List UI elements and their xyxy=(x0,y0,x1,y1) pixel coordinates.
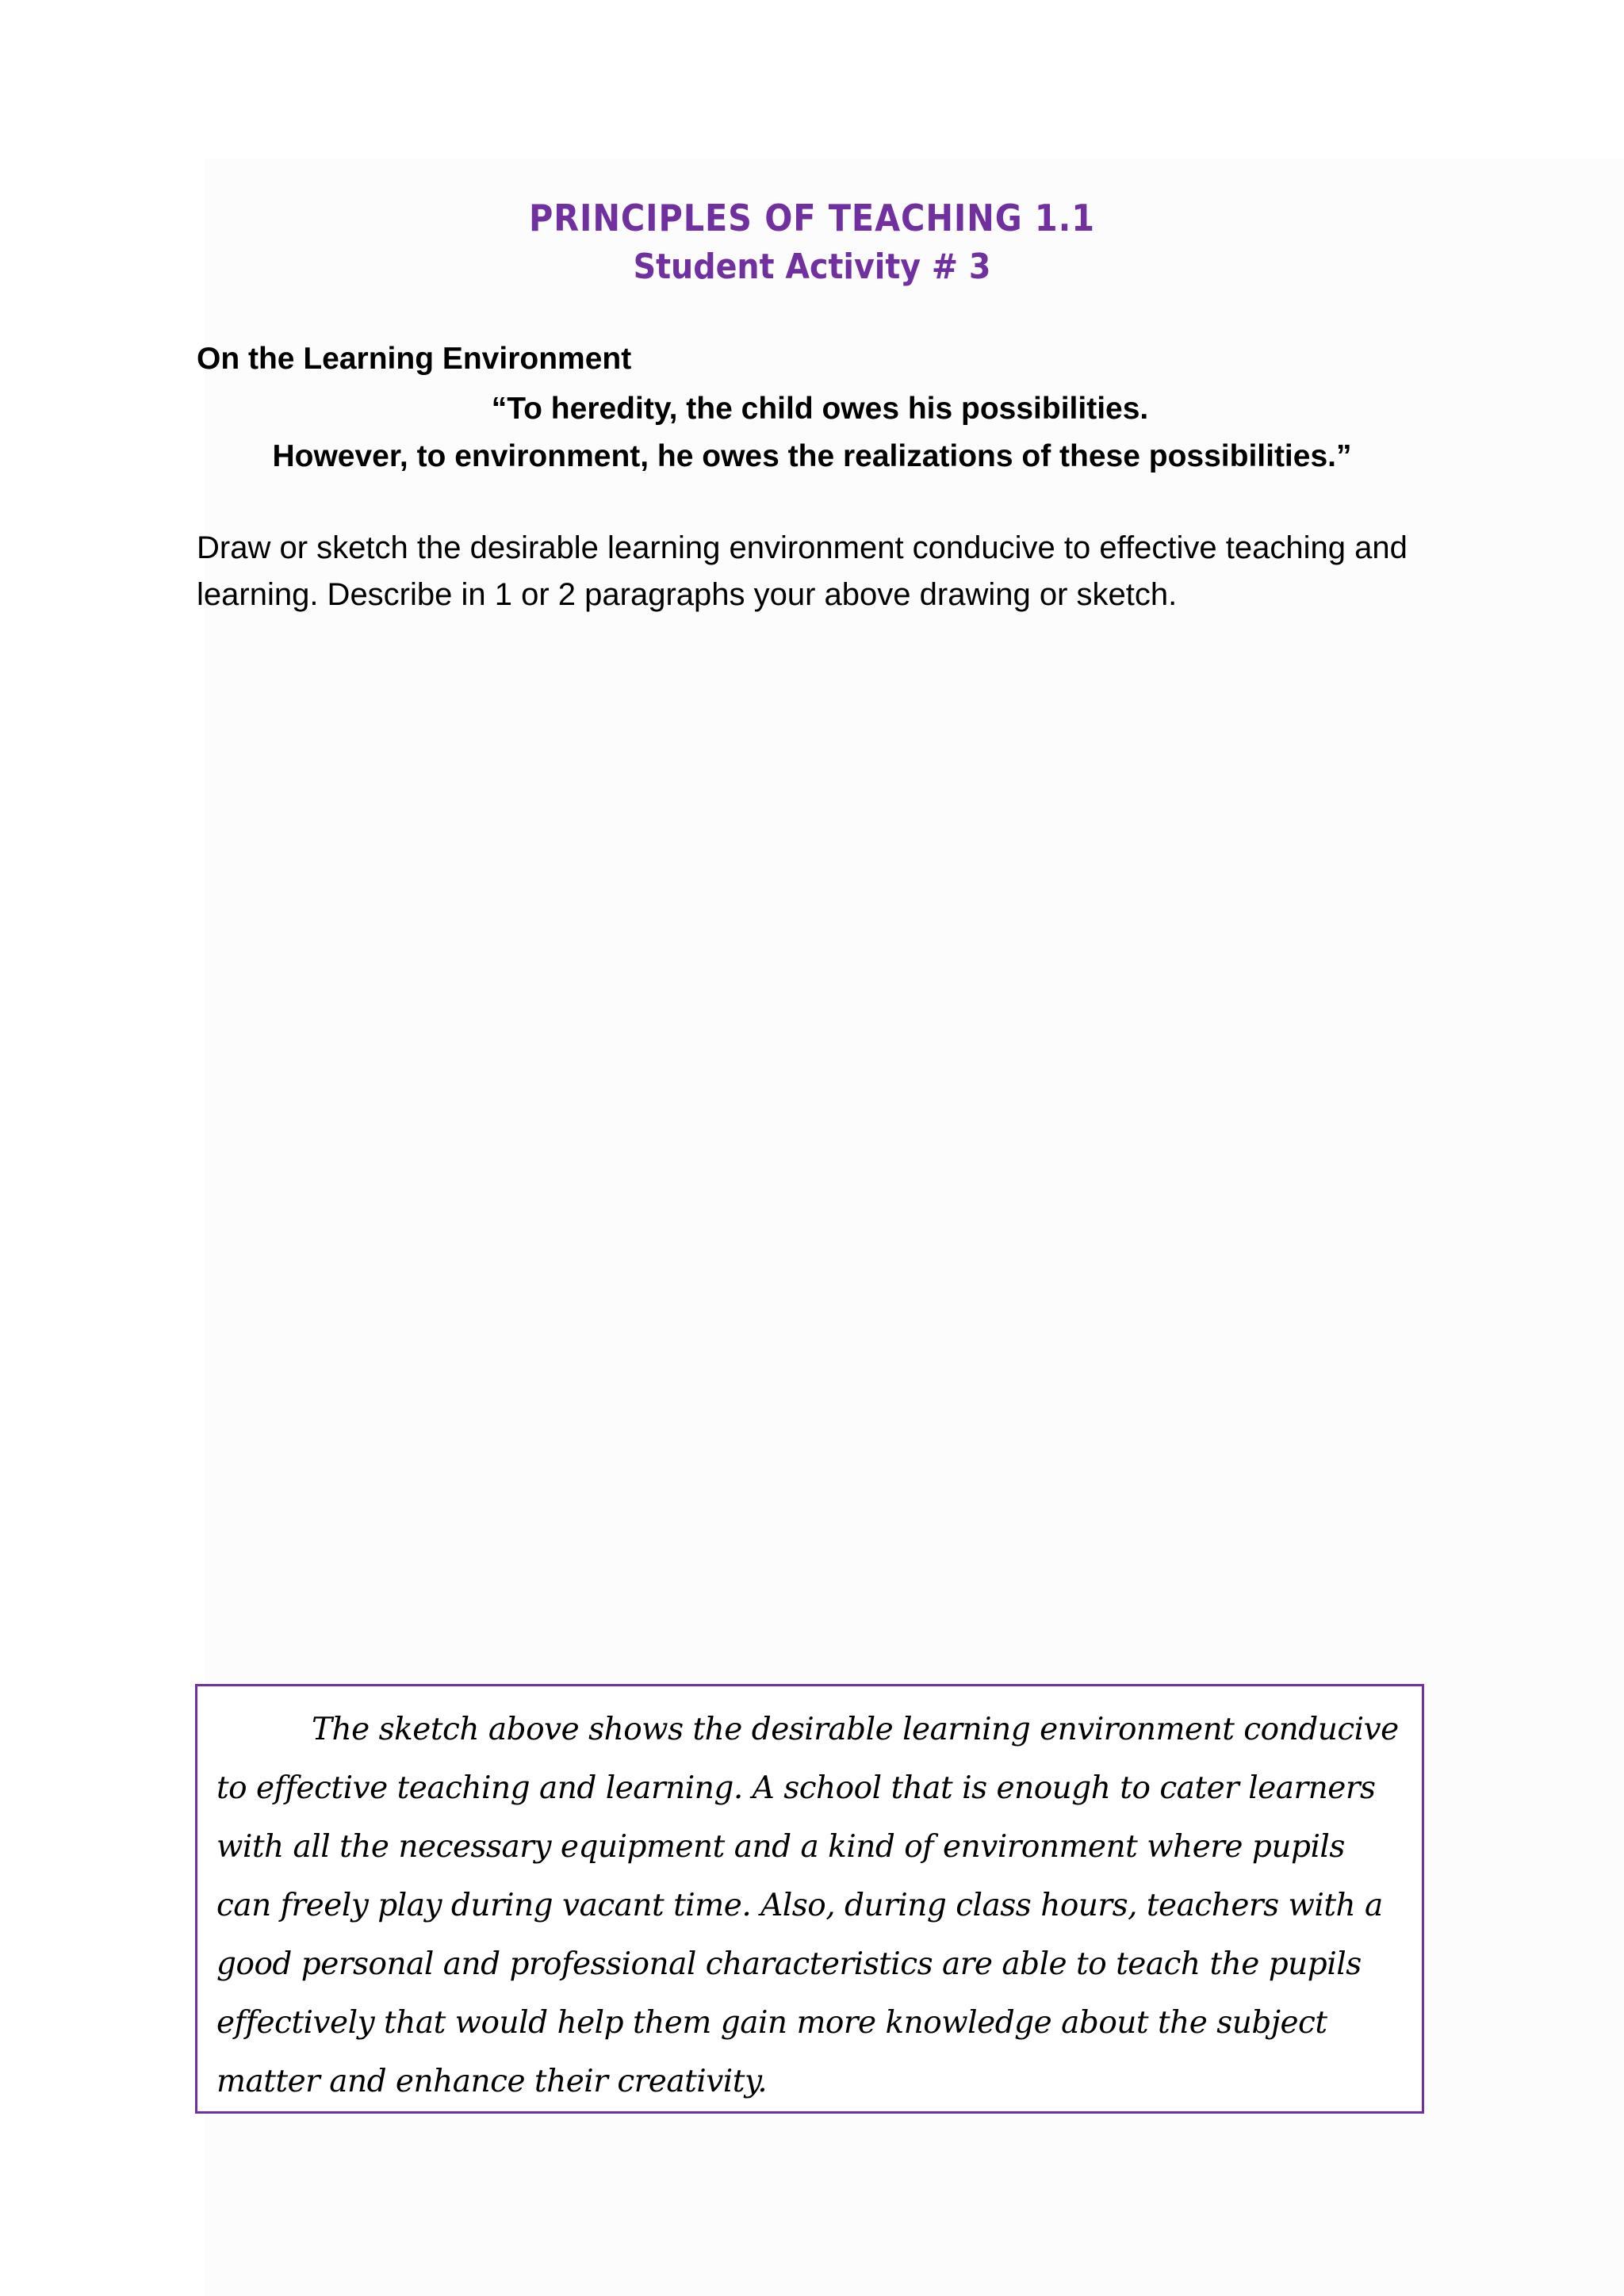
answer-box xyxy=(195,1684,1424,2114)
activity-instructions: Draw or sketch the desirable learning environment conducive to effective teaching and learning. Describe in 1 or 2 paragraphs your above drawing or sketch. xyxy=(197,530,1408,612)
quote-line-1: “To heredity, the child owes his possibilities. xyxy=(491,392,1149,426)
document-subtitle: Student Activity # 3 xyxy=(633,247,991,287)
answer-paragraph: The sketch above shows the desirable learning environment conducive to effective teaching and learning. A school that is enough to cater learners with all the necessary equipment and a kind of environment where pupils can freely play during vacant time. Also, during class hours, teachers with a good personal and professional characteristics are able to teach the pupils effectively that would help them gain more knowledge about the subject matter and enhance their creativity. xyxy=(216,1712,1399,2099)
quote-block xyxy=(0,385,1624,480)
document-header xyxy=(0,193,1624,292)
document-title: PRINCIPLES OF TEACHING 1.1 xyxy=(529,197,1095,239)
quote-line-2: However, to environment, he owes the realizations of these possibilities.” xyxy=(272,439,1352,473)
section-heading: On the Learning Environment xyxy=(197,342,632,376)
